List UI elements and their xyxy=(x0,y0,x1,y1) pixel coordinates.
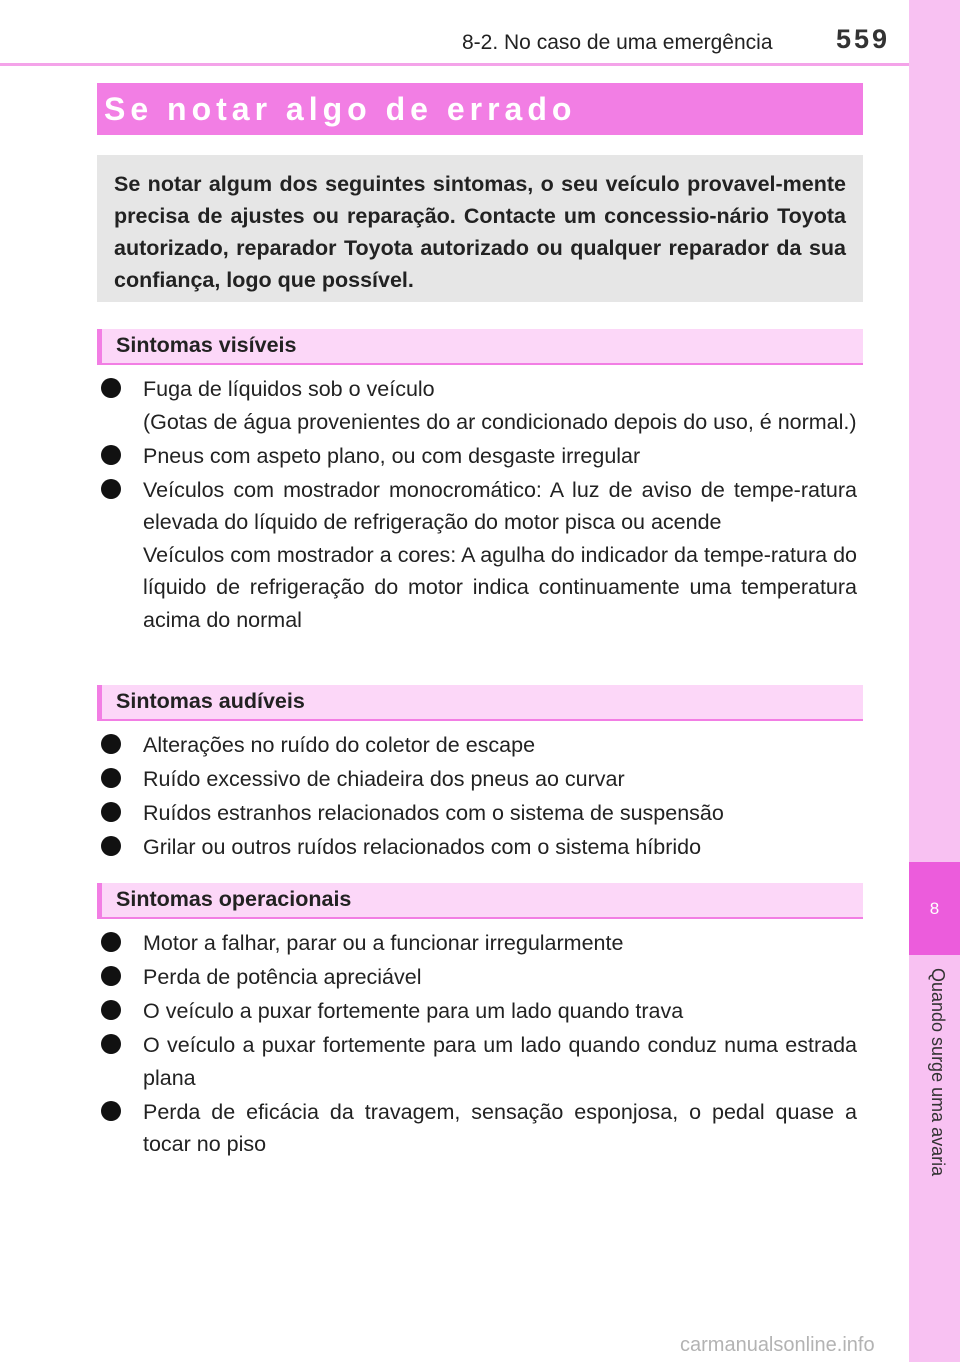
chapter-label: Quando surge uma avaria xyxy=(928,968,948,1177)
section-header-visible xyxy=(97,329,863,365)
list-item-text: O veículo a puxar fortemente para um lado quando conduz numa estrada plana xyxy=(143,1033,857,1090)
bullet-icon xyxy=(101,1034,121,1054)
chapter-number: 8 xyxy=(909,862,960,955)
list-item-text: Perda de potência apreciável xyxy=(143,965,422,989)
page-number: 559 xyxy=(836,24,891,54)
watermark: carmanualsonline.info xyxy=(680,1334,875,1356)
header-divider xyxy=(0,63,912,66)
list-item-text: Alterações no ruído do coletor de escape xyxy=(143,733,536,757)
list-item-text: Motor a falhar, parar ou a funcionar irregularmente xyxy=(143,931,624,955)
bullet-icon xyxy=(101,1101,121,1121)
list-item-text: Ruído excessivo de chiadeira dos pneus ao curvar xyxy=(143,767,625,791)
bullet-icon xyxy=(101,836,121,856)
list-item xyxy=(97,373,857,438)
section-heading: Sintomas visíveis xyxy=(116,333,297,357)
running-header: 8-2. No caso de uma emergência xyxy=(462,31,773,54)
section-heading: Sintomas audíveis xyxy=(116,689,305,713)
list-item-text: Perda de eficácia da travagem, sensação esponjosa, o pedal quase a tocar no piso xyxy=(143,1099,857,1156)
list-item-text: Veículos com mostrador monocromático: A luz de aviso de tempe-ratura elevada do líquido de refrigeração do motor pisca ou acende xyxy=(143,477,857,534)
list-item xyxy=(97,440,857,473)
list-item-note: (Gotas de água provenientes do ar condicionado depois do uso, é normal.) xyxy=(143,409,857,434)
list-item-text: Ruídos estranhos relacionados com o sistema de suspensão xyxy=(143,801,724,825)
section-header-audible xyxy=(97,685,863,721)
list-item-text: Pneus com aspeto plano, ou com desgaste irregular xyxy=(143,443,641,468)
bullet-icon xyxy=(101,768,121,788)
bullet-icon xyxy=(101,932,121,952)
bullet-icon xyxy=(101,966,121,986)
section-heading: Sintomas operacionais xyxy=(116,887,352,911)
section-header-operational xyxy=(97,883,863,919)
list-item xyxy=(97,474,857,637)
list-item xyxy=(97,831,857,864)
page-title: Se notar algo de errado xyxy=(104,91,577,127)
list-item-text: Grilar ou outros ruídos relacionados com o sistema híbrido xyxy=(143,835,702,859)
list-item-text: O veículo a puxar fortemente para um lado quando trava xyxy=(143,999,684,1023)
list-item xyxy=(97,995,857,1028)
list-item xyxy=(97,1096,857,1161)
bullet-list-audible xyxy=(97,729,857,865)
bullet-icon xyxy=(101,378,121,398)
list-item xyxy=(97,927,857,960)
intro-text: Se notar algum dos seguintes sintomas, o seu veículo provavel-mente precisa de ajustes ou reparação. Contacte um concessio-nário Toyota autorizado, reparador Toyota autorizado ou qualquer reparador da sua confiança, logo que possível. xyxy=(114,172,846,292)
list-item xyxy=(97,1029,857,1094)
bullet-icon xyxy=(101,734,121,754)
page-title-bar xyxy=(97,83,863,135)
bullet-icon xyxy=(101,445,121,465)
intro-box xyxy=(97,155,863,302)
bullet-list-visible xyxy=(97,373,857,638)
bullet-icon xyxy=(101,479,121,499)
list-item-text: Fuga de líquidos sob o veículo xyxy=(143,377,435,401)
bullet-list-operational xyxy=(97,927,857,1162)
list-item xyxy=(97,961,857,994)
bullet-icon xyxy=(101,1000,121,1020)
list-item xyxy=(97,797,857,830)
list-item-note: Veículos com mostrador a cores: A agulha do indicador da tempe-ratura do líquido de refrigeração do motor indica continuamente uma temperatura acima do normal xyxy=(143,542,857,632)
list-item xyxy=(97,729,857,762)
bullet-icon xyxy=(101,802,121,822)
list-item xyxy=(97,763,857,796)
